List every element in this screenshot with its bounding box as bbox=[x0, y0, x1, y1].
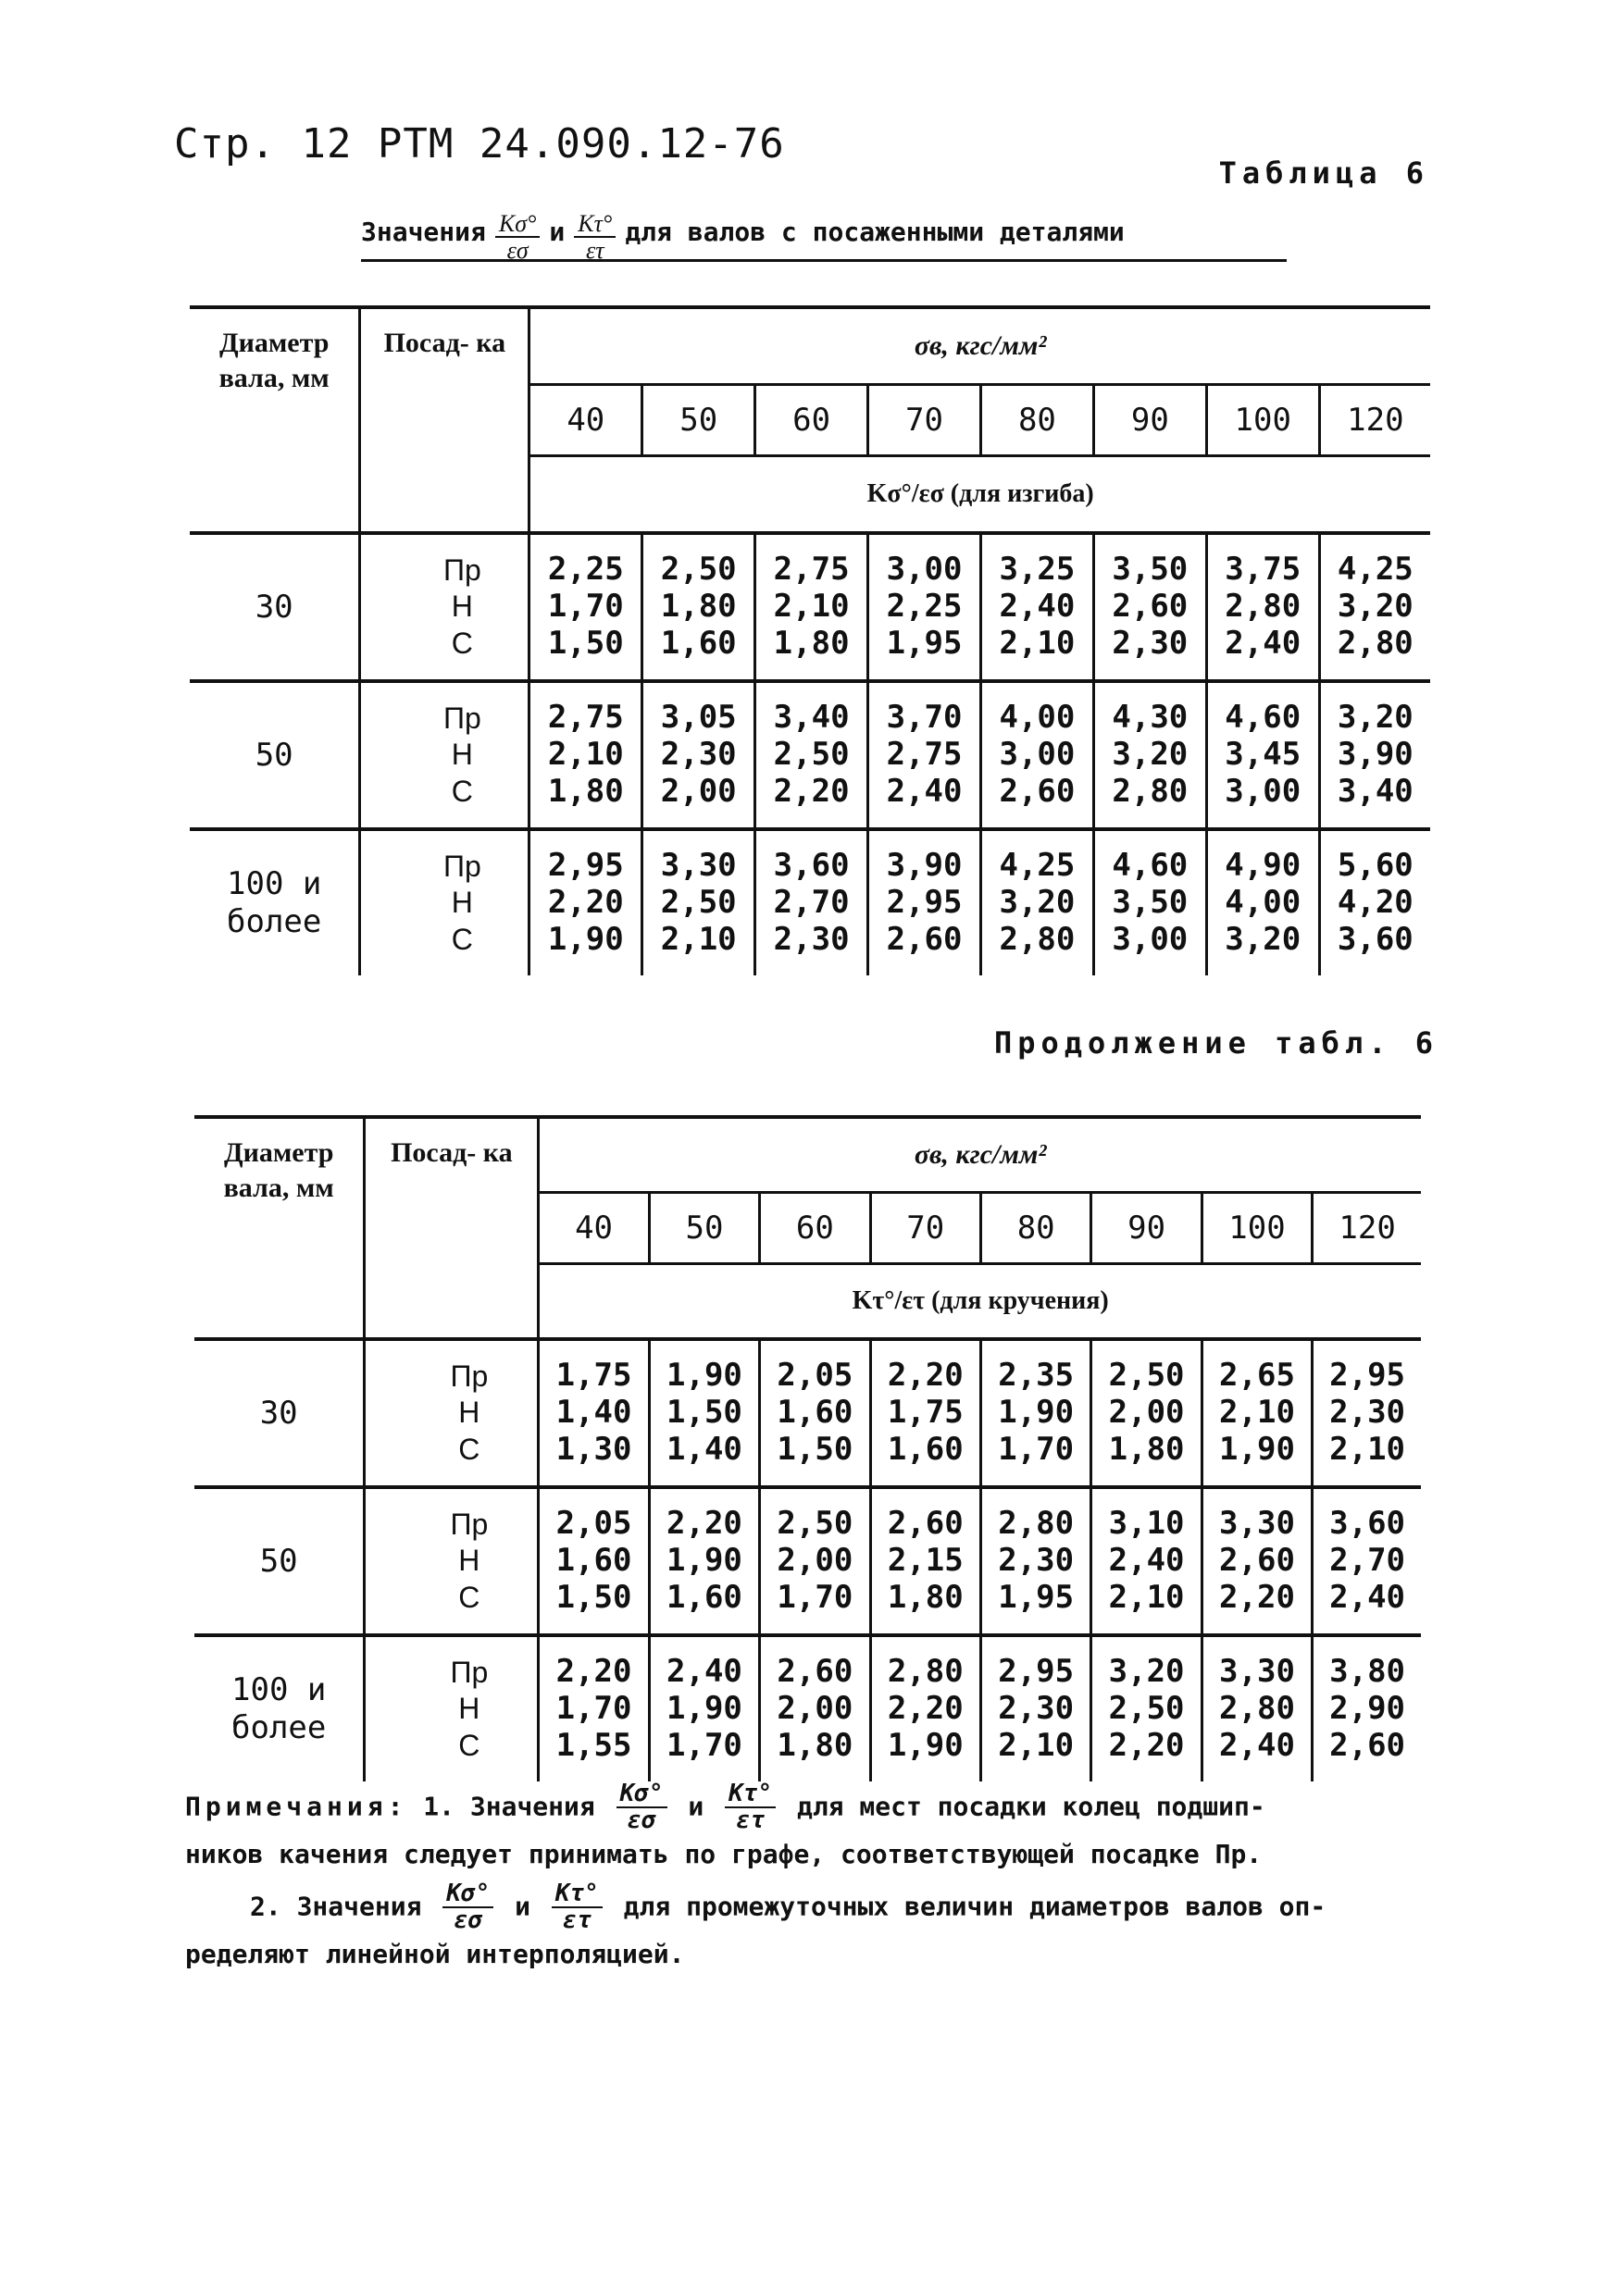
coefficient-value: 2,10 bbox=[999, 624, 1076, 662]
coefficient-value: 4,25 bbox=[999, 847, 1076, 885]
fit-cell bbox=[360, 829, 529, 975]
value-cell bbox=[642, 533, 755, 681]
coefficient-value: 1,70 bbox=[555, 1690, 632, 1728]
coefficient-value: 1,70 bbox=[777, 1578, 853, 1616]
value-cell bbox=[980, 1339, 1090, 1487]
fit-cell bbox=[360, 681, 529, 829]
coefficient-value: 4,00 bbox=[999, 699, 1076, 737]
table-row bbox=[190, 681, 1430, 829]
value-cell bbox=[1091, 1487, 1202, 1635]
coefficient-value: 2,90 bbox=[1329, 1690, 1406, 1728]
fraction-numerator: Kτ° bbox=[552, 1881, 603, 1908]
coefficient-value: 2,60 bbox=[886, 920, 963, 958]
fraction-numerator: Kσ° bbox=[616, 1781, 667, 1808]
coefficient-value: 2,40 bbox=[1225, 624, 1301, 662]
header-diameter: Диаметр вала, мм bbox=[190, 307, 360, 533]
fit-label: Н bbox=[458, 1692, 480, 1726]
value-cell bbox=[1091, 1339, 1202, 1487]
coefficient-value: 1,90 bbox=[547, 920, 624, 958]
table-row bbox=[194, 1635, 1421, 1781]
coefficient-value: 2,50 bbox=[660, 884, 737, 922]
value-cell bbox=[980, 829, 1093, 975]
coefficient-value: 1,90 bbox=[666, 1357, 742, 1395]
coefficient-value: 2,10 bbox=[1108, 1578, 1185, 1616]
header-fit: Посад- ка bbox=[365, 1117, 539, 1339]
coefficient-value: 2,95 bbox=[547, 847, 624, 885]
coefficient-value: 2,50 bbox=[660, 551, 737, 589]
coefficient-value: 2,40 bbox=[666, 1653, 742, 1691]
value-cell bbox=[642, 829, 755, 975]
strength-value-80: 80 bbox=[980, 385, 1093, 456]
header-diameter: Диаметр вала, мм bbox=[194, 1117, 365, 1339]
coefficient-value: 2,30 bbox=[773, 920, 850, 958]
coefficient-value: 2,80 bbox=[1112, 772, 1189, 810]
value-cell bbox=[980, 681, 1093, 829]
coefficient-value: 2,40 bbox=[999, 588, 1076, 626]
diameter-cell: 100 и более bbox=[227, 865, 322, 940]
value-cell bbox=[539, 1339, 649, 1487]
fit-label: Н bbox=[458, 1544, 480, 1578]
notes-title: Примечания: bbox=[185, 1791, 408, 1822]
coefficient-value: 2,40 bbox=[1329, 1578, 1406, 1616]
coefficient-value: 2,05 bbox=[777, 1357, 853, 1395]
strength-value-90: 90 bbox=[1093, 385, 1206, 456]
coefficient-value: 2,80 bbox=[998, 1505, 1075, 1543]
coefficient-value: 2,20 bbox=[555, 1653, 632, 1691]
fit-label: Н bbox=[458, 1396, 480, 1430]
coefficient-value: 3,40 bbox=[773, 699, 850, 737]
fit-label: Пр bbox=[450, 1656, 489, 1690]
coefficient-value: 2,20 bbox=[773, 772, 850, 810]
strength-value-120: 120 bbox=[1313, 1193, 1421, 1264]
fraction-denominator: εσ bbox=[506, 237, 529, 265]
coefficient-value: 5,60 bbox=[1337, 847, 1414, 885]
coefficient-value: 2,00 bbox=[777, 1690, 853, 1728]
strength-value-100: 100 bbox=[1206, 385, 1319, 456]
coefficient-value: 3,20 bbox=[1112, 736, 1189, 774]
value-cell bbox=[1313, 1635, 1421, 1781]
coefficient-value: 2,95 bbox=[998, 1653, 1075, 1691]
coefficient-value: 2,20 bbox=[666, 1505, 742, 1543]
fraction-numerator: Kσ° bbox=[495, 211, 541, 238]
fit-cell bbox=[365, 1487, 539, 1635]
coefficient-value: 2,20 bbox=[1219, 1578, 1295, 1616]
value-cell bbox=[868, 681, 981, 829]
note-2 bbox=[185, 1881, 1444, 1934]
fit-cell bbox=[365, 1339, 539, 1487]
value-cell bbox=[755, 681, 868, 829]
fit-label: Пр bbox=[450, 1359, 489, 1394]
fit-label: С bbox=[458, 1728, 480, 1762]
coefficient-value: 3,60 bbox=[773, 847, 850, 885]
table-caption bbox=[361, 211, 1287, 285]
coefficient-value: 4,30 bbox=[1112, 699, 1189, 737]
diameter-cell: 100 и более bbox=[231, 1671, 327, 1746]
coefficient-value: 1,60 bbox=[887, 1430, 964, 1468]
note-1-conjunction: и bbox=[688, 1791, 704, 1822]
note-2-conjunction: и bbox=[515, 1891, 530, 1922]
coefficient-value: 1,90 bbox=[666, 1690, 742, 1728]
table-torsion bbox=[194, 1115, 1421, 1781]
fit-label: С bbox=[458, 1432, 480, 1466]
fit-label: Н bbox=[451, 738, 473, 772]
fit-label: С bbox=[451, 922, 473, 956]
coefficient-value: 2,25 bbox=[547, 551, 624, 589]
value-cell bbox=[1206, 533, 1319, 681]
coefficient-value: 1,50 bbox=[555, 1578, 632, 1616]
coefficient-value: 1,75 bbox=[555, 1357, 632, 1395]
value-cell bbox=[1206, 829, 1319, 975]
strength-value-50: 50 bbox=[649, 1193, 759, 1264]
value-cell bbox=[649, 1487, 759, 1635]
coefficient-value: 1,90 bbox=[666, 1542, 742, 1580]
coefficient-value: 1,90 bbox=[998, 1394, 1075, 1432]
coefficient-value: 3,60 bbox=[1337, 920, 1414, 958]
coefficient-value: 1,80 bbox=[660, 588, 737, 626]
fit-label: С bbox=[458, 1580, 480, 1614]
coefficient-value: 2,95 bbox=[886, 884, 963, 922]
value-cell bbox=[980, 533, 1093, 681]
coefficient-value: 2,05 bbox=[555, 1505, 632, 1543]
coefficient-value: 2,70 bbox=[1329, 1542, 1406, 1580]
coefficient-value: 2,80 bbox=[887, 1653, 964, 1691]
strength-value-90: 90 bbox=[1091, 1193, 1202, 1264]
coefficient-value: 2,50 bbox=[773, 736, 850, 774]
coefficient-value: 3,00 bbox=[1112, 920, 1189, 958]
coefficient-value: 3,20 bbox=[1337, 588, 1414, 626]
header-row bbox=[194, 1117, 1421, 1193]
coefficient-value: 2,10 bbox=[1329, 1430, 1406, 1468]
coefficient-value: 1,80 bbox=[887, 1578, 964, 1616]
coefficient-value: 1,90 bbox=[887, 1726, 964, 1764]
diameter-cell: 50 bbox=[190, 681, 360, 829]
fit-label: Пр bbox=[450, 1508, 489, 1542]
value-cell bbox=[1202, 1487, 1312, 1635]
coefficient-value: 2,00 bbox=[660, 772, 737, 810]
coefficient-value: 2,60 bbox=[1112, 588, 1189, 626]
caption-fraction-bending bbox=[495, 211, 541, 264]
fraction-numerator: Kτ° bbox=[574, 211, 616, 238]
fit-cell bbox=[365, 1635, 539, 1781]
coefficient-value: 2,10 bbox=[660, 920, 737, 958]
value-cell bbox=[868, 533, 981, 681]
fit-label: Пр bbox=[442, 701, 481, 736]
page-reference: Стр. 12 РТМ 24.090.12-76 bbox=[174, 120, 785, 168]
coefficient-value: 3,30 bbox=[1219, 1653, 1295, 1691]
value-cell bbox=[870, 1339, 980, 1487]
value-cell bbox=[870, 1635, 980, 1781]
coefficient-value: 3,75 bbox=[1225, 551, 1301, 589]
fit-cell bbox=[360, 533, 529, 681]
coefficient-value: 4,60 bbox=[1225, 699, 1301, 737]
value-cell bbox=[760, 1339, 870, 1487]
coefficient-value: 2,30 bbox=[660, 736, 737, 774]
header-fit: Посад- ка bbox=[360, 307, 529, 533]
strength-value-80: 80 bbox=[980, 1193, 1090, 1264]
coefficient-value: 1,60 bbox=[660, 624, 737, 662]
coefficient-value: 2,10 bbox=[773, 588, 850, 626]
value-cell bbox=[980, 1635, 1090, 1781]
value-cell bbox=[539, 1487, 649, 1635]
coefficient-value: 2,10 bbox=[998, 1726, 1075, 1764]
value-cell bbox=[1093, 533, 1206, 681]
coefficient-value: 2,80 bbox=[1219, 1690, 1295, 1728]
note-1-intro: 1. Значения bbox=[423, 1791, 595, 1822]
coefficient-value: 2,95 bbox=[1329, 1357, 1406, 1395]
value-cell bbox=[1319, 681, 1430, 829]
value-cell bbox=[529, 829, 642, 975]
coefficient-value: 2,30 bbox=[998, 1542, 1075, 1580]
value-cell bbox=[1313, 1339, 1421, 1487]
diameter-cell: 30 bbox=[190, 533, 360, 681]
value-cell bbox=[870, 1487, 980, 1635]
coefficient-value: 1,80 bbox=[777, 1726, 853, 1764]
coefficient-value: 2,40 bbox=[1219, 1726, 1295, 1764]
note-1-text: для мест посадки колец подшип- bbox=[796, 1791, 1265, 1822]
coefficient-value: 3,00 bbox=[999, 736, 1076, 774]
coefficient-value: 1,55 bbox=[555, 1726, 632, 1764]
coefficient-value: 4,25 bbox=[1337, 551, 1414, 589]
coefficient-value: 2,80 bbox=[999, 920, 1076, 958]
strength-value-100: 100 bbox=[1202, 1193, 1312, 1264]
caption-conjunction: и bbox=[549, 216, 566, 247]
coefficient-value: 4,90 bbox=[1225, 847, 1301, 885]
note-2-fraction-bending bbox=[442, 1881, 493, 1934]
coefficient-value: 2,20 bbox=[887, 1690, 964, 1728]
strength-value-120: 120 bbox=[1319, 385, 1430, 456]
coefficient-value: 1,80 bbox=[1108, 1430, 1185, 1468]
caption-underline bbox=[361, 259, 1287, 262]
coefficient-value: 2,30 bbox=[1329, 1394, 1406, 1432]
coefficient-value: 3,10 bbox=[1108, 1505, 1185, 1543]
coefficient-value: 2,70 bbox=[773, 884, 850, 922]
caption-suffix: для валов с посаженными деталями bbox=[625, 216, 1125, 247]
fit-label: Н bbox=[451, 886, 473, 920]
coefficient-value: 2,00 bbox=[1108, 1394, 1185, 1432]
strength-value-40: 40 bbox=[539, 1193, 649, 1264]
value-cell bbox=[649, 1339, 759, 1487]
coefficient-value: 3,40 bbox=[1337, 772, 1414, 810]
coefficient-value: 2,80 bbox=[1337, 624, 1414, 662]
coefficient-value: 1,90 bbox=[1219, 1430, 1295, 1468]
coefficient-value: 2,40 bbox=[1108, 1542, 1185, 1580]
subheader-coefficient: Kσ°/εσ (для изгиба) bbox=[529, 456, 1430, 534]
coefficient-value: 2,00 bbox=[777, 1542, 853, 1580]
coefficient-value: 3,30 bbox=[660, 847, 737, 885]
coefficient-value: 3,00 bbox=[886, 551, 963, 589]
continuation-label: Продолжение табл. 6 bbox=[993, 1025, 1438, 1061]
note-2-intro: 2. Значения bbox=[250, 1891, 422, 1922]
coefficient-value: 1,50 bbox=[777, 1430, 853, 1468]
caption-fraction-torsion bbox=[574, 211, 616, 264]
strength-value-60: 60 bbox=[755, 385, 868, 456]
fraction-denominator: εσ bbox=[454, 1906, 483, 1935]
subheader-coefficient: Kτ°/ετ (для кручения) bbox=[539, 1264, 1421, 1340]
value-cell bbox=[1206, 681, 1319, 829]
coefficient-value: 3,70 bbox=[886, 699, 963, 737]
caption-prefix: Значения bbox=[361, 216, 486, 247]
coefficient-value: 1,60 bbox=[777, 1394, 853, 1432]
coefficient-value: 3,90 bbox=[1337, 736, 1414, 774]
table-row bbox=[190, 829, 1430, 975]
note-1 bbox=[185, 1781, 1444, 1834]
fraction-denominator: εσ bbox=[627, 1806, 656, 1835]
coefficient-value: 3,20 bbox=[999, 884, 1076, 922]
coefficient-value: 2,65 bbox=[1219, 1357, 1295, 1395]
value-cell bbox=[1093, 829, 1206, 975]
note-2-continuation: ределяют линейной интерполяцией. bbox=[185, 1938, 685, 1969]
coefficient-value: 3,60 bbox=[1329, 1505, 1406, 1543]
value-cell bbox=[1091, 1635, 1202, 1781]
note-2-text: для промежуточных величин диаметров валов оп- bbox=[623, 1891, 1326, 1922]
coefficient-value: 3,90 bbox=[886, 847, 963, 885]
note-1-fraction-bending bbox=[616, 1781, 667, 1834]
coefficient-value: 1,60 bbox=[555, 1542, 632, 1580]
header-row bbox=[190, 307, 1430, 385]
coefficient-value: 2,50 bbox=[1108, 1357, 1185, 1395]
fit-label: Пр bbox=[442, 850, 481, 884]
fraction-numerator: Kτ° bbox=[725, 1781, 776, 1808]
value-cell bbox=[1319, 829, 1430, 975]
strength-value-70: 70 bbox=[870, 1193, 980, 1264]
coefficient-value: 2,75 bbox=[886, 736, 963, 774]
diameter-cell: 30 bbox=[194, 1339, 365, 1487]
value-cell bbox=[980, 1487, 1090, 1635]
value-cell bbox=[1202, 1635, 1312, 1781]
header-strength: σв, кгс/мм² bbox=[529, 307, 1430, 385]
coefficient-value: 3,50 bbox=[1112, 884, 1189, 922]
coefficient-value: 3,20 bbox=[1337, 699, 1414, 737]
coefficient-value: 1,70 bbox=[998, 1430, 1075, 1468]
coefficient-value: 2,20 bbox=[547, 884, 624, 922]
coefficient-value: 3,05 bbox=[660, 699, 737, 737]
fit-label: С bbox=[451, 626, 473, 660]
fit-label: Пр bbox=[442, 553, 481, 588]
coefficient-value: 1,40 bbox=[555, 1394, 632, 1432]
coefficient-value: 3,25 bbox=[999, 551, 1076, 589]
note-2-fraction-torsion bbox=[552, 1881, 603, 1934]
coefficient-value: 3,00 bbox=[1225, 772, 1301, 810]
coefficient-value: 2,75 bbox=[547, 699, 624, 737]
coefficient-value: 2,50 bbox=[1108, 1690, 1185, 1728]
coefficient-value: 4,60 bbox=[1112, 847, 1189, 885]
coefficient-value: 1,40 bbox=[666, 1430, 742, 1468]
coefficient-value: 2,60 bbox=[777, 1653, 853, 1691]
coefficient-value: 4,20 bbox=[1337, 884, 1414, 922]
coefficient-value: 1,60 bbox=[666, 1578, 742, 1616]
table-row bbox=[194, 1487, 1421, 1635]
coefficient-value: 3,45 bbox=[1225, 736, 1301, 774]
fraction-numerator: Kσ° bbox=[442, 1881, 493, 1908]
coefficient-value: 1,95 bbox=[998, 1578, 1075, 1616]
fraction-denominator: ετ bbox=[735, 1806, 766, 1835]
coefficient-value: 2,50 bbox=[777, 1505, 853, 1543]
coefficient-value: 4,00 bbox=[1225, 884, 1301, 922]
table-row bbox=[194, 1339, 1421, 1487]
coefficient-value: 2,60 bbox=[887, 1505, 964, 1543]
coefficient-value: 2,15 bbox=[887, 1542, 964, 1580]
fit-label: Н bbox=[451, 590, 473, 624]
strength-value-60: 60 bbox=[760, 1193, 870, 1264]
value-cell bbox=[868, 829, 981, 975]
coefficient-value: 2,40 bbox=[886, 772, 963, 810]
value-cell bbox=[539, 1635, 649, 1781]
value-cell bbox=[760, 1635, 870, 1781]
strength-value-40: 40 bbox=[529, 385, 642, 456]
coefficient-value: 1,70 bbox=[666, 1726, 742, 1764]
table-label: Таблица 6 bbox=[1218, 155, 1429, 191]
value-cell bbox=[755, 533, 868, 681]
strength-value-70: 70 bbox=[868, 385, 981, 456]
coefficient-value: 1,80 bbox=[547, 772, 624, 810]
header-strength: σв, кгс/мм² bbox=[539, 1117, 1421, 1193]
coefficient-value: 2,20 bbox=[1108, 1726, 1185, 1764]
value-cell bbox=[755, 829, 868, 975]
coefficient-value: 3,80 bbox=[1329, 1653, 1406, 1691]
value-cell bbox=[649, 1635, 759, 1781]
note-1-fraction-torsion bbox=[725, 1781, 776, 1834]
fraction-denominator: ετ bbox=[562, 1906, 592, 1935]
coefficient-value: 2,35 bbox=[998, 1357, 1075, 1395]
coefficient-value: 2,25 bbox=[886, 588, 963, 626]
value-cell bbox=[1202, 1339, 1312, 1487]
coefficient-value: 1,30 bbox=[555, 1430, 632, 1468]
strength-value-50: 50 bbox=[642, 385, 755, 456]
coefficient-value: 2,20 bbox=[887, 1357, 964, 1395]
coefficient-value: 1,50 bbox=[666, 1394, 742, 1432]
value-cell bbox=[1319, 533, 1430, 681]
notes-block bbox=[185, 1781, 1444, 1974]
coefficient-value: 2,80 bbox=[1225, 588, 1301, 626]
coefficient-value: 3,20 bbox=[1225, 920, 1301, 958]
coefficient-value: 2,60 bbox=[1219, 1542, 1295, 1580]
coefficient-value: 1,50 bbox=[547, 624, 624, 662]
value-cell bbox=[529, 681, 642, 829]
coefficient-value: 1,70 bbox=[547, 588, 624, 626]
fit-label: С bbox=[451, 774, 473, 808]
coefficient-value: 2,10 bbox=[1219, 1394, 1295, 1432]
coefficient-value: 2,75 bbox=[773, 551, 850, 589]
coefficient-value: 2,60 bbox=[1329, 1726, 1406, 1764]
coefficient-value: 1,95 bbox=[886, 624, 963, 662]
coefficient-value: 1,75 bbox=[887, 1394, 964, 1432]
note-1-continuation: ников качения следует принимать по графе, соответствующей посадке Пр. bbox=[185, 1838, 1263, 1869]
coefficient-value: 2,30 bbox=[998, 1690, 1075, 1728]
value-cell bbox=[1313, 1487, 1421, 1635]
coefficient-value: 1,80 bbox=[773, 624, 850, 662]
coefficient-value: 2,10 bbox=[547, 736, 624, 774]
value-cell bbox=[760, 1487, 870, 1635]
coefficient-value: 3,30 bbox=[1219, 1505, 1295, 1543]
fraction-denominator: ετ bbox=[586, 237, 604, 265]
table-row bbox=[190, 533, 1430, 681]
value-cell bbox=[529, 533, 642, 681]
value-cell bbox=[1093, 681, 1206, 829]
coefficient-value: 3,20 bbox=[1108, 1653, 1185, 1691]
diameter-cell: 50 bbox=[194, 1487, 365, 1635]
coefficient-value: 2,30 bbox=[1112, 624, 1189, 662]
coefficient-value: 3,50 bbox=[1112, 551, 1189, 589]
coefficient-value: 2,60 bbox=[999, 772, 1076, 810]
value-cell bbox=[642, 681, 755, 829]
table-bending bbox=[190, 305, 1430, 975]
